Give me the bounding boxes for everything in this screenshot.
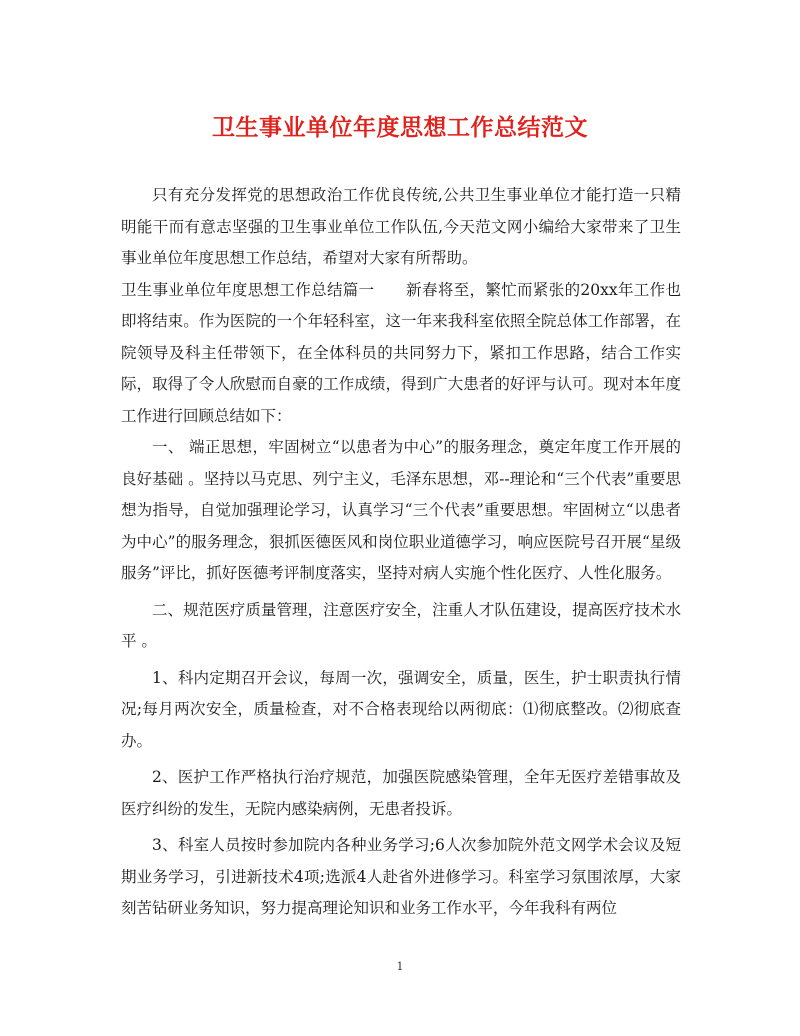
document-body	[121, 180, 681, 925]
intro-paragraph: 只有充分发挥党的思想政治工作优良传统,公共卫生事业单位才能打造一只精明能干而有意志坚强的卫生事业单位工作队伍,今天范文网小编给大家带来了卫生事业单位年度思想工作总结，希望对大家有所帮助。	[121, 186, 681, 267]
point-one-paragraph: 一、 端正思想，牢固树立“以患者为中心”的服务理念，奠定年度工作开展的良好基础 。坚持以马克思、列宁主义，毛泽东思想，邓--理论和“三个代表”重要思想为指导，自觉加强理论学习，认真学习“三个代表”重要思想。牢固树立“以患者为中心”的服务理念，狠抓医德医风和岗位职业道德学习，响应医院号召开展“星级服务”评比，抓好医德考评制度落实，坚持对病人实施个性化医疗、人性化服务。	[121, 438, 681, 582]
item-three-paragraph: 3、科室人员按时参加院内各种业务学习;6人次参加院外范文网学术会议及短期业务学习，引进新技术4项;选派4人赴省外进修学习。科室学习氛围浓厚，大家刻苦钻研业务知识，努力提高理论知识和业务工作水平，今年我科有两位	[121, 836, 681, 917]
item-one-paragraph: 1、科内定期召开会议，每周一次，强调安全，质量，医生，护士职责执行情况;每月两次安全，质量检查，对不合格表现给以两彻底：⑴彻底整改。⑵彻底查办。	[121, 668, 681, 750]
page-number: 1	[396, 960, 404, 973]
point-two-paragraph: 二、规范医疗质量管理，注意医疗安全，注重人才队伍建设，提高医疗技术水平 。	[121, 600, 681, 650]
section-one-intro-paragraph: 卫生事业单位年度思想工作总结篇一 新春将至，繁忙而紧张的20xx年工作也即将结束。作为医院的一个年轻科室，这一年来我科室依照全院总体工作部署，在院领导及科主任带领下，在全体科员的共同努力下，紧扣工作思路，结合工作实际，取得了令人欣慰而自豪的工作成绩，得到广大患者的好评与认可。现对本年度工作进行回顾总结如下：	[121, 280, 681, 425]
item-two-paragraph: 2、医护工作严格执行治疗规范，加强医院感染管理，全年无医疗差错事故及医疗纠纷的发生，无院内感染病例，无患者投诉。	[121, 768, 681, 818]
document-title: 卫生事业单位年度思想工作总结范文	[212, 114, 588, 141]
